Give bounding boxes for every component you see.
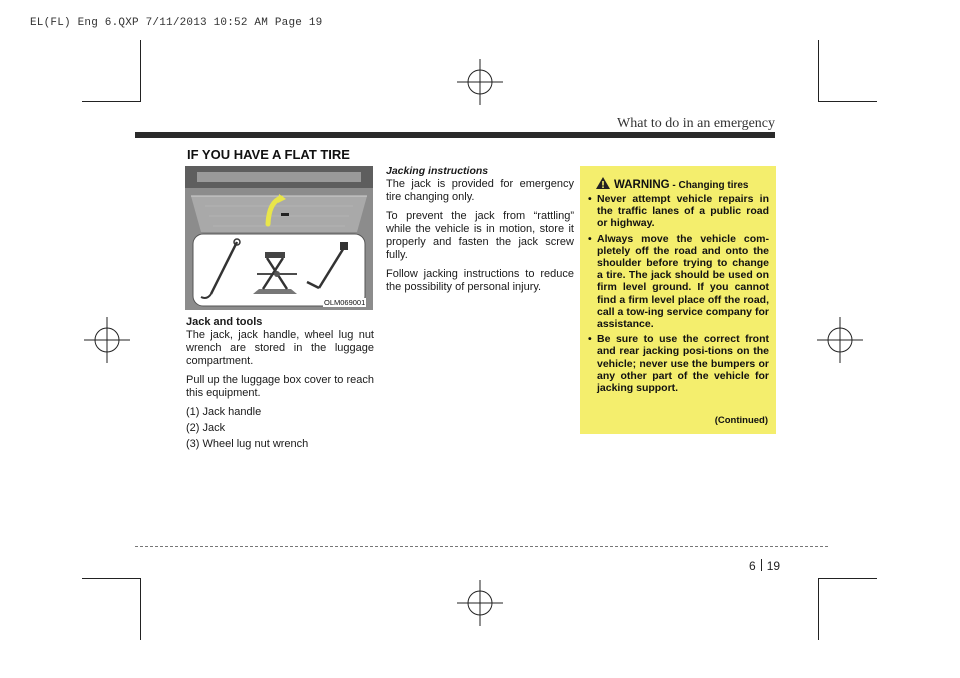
tool-item-lug-wrench: (3) Wheel lug nut wrench xyxy=(186,438,309,450)
file-stamp: EL(FL) Eng 6.QXP 7/11/2013 10:52 AM Page 19 xyxy=(30,17,323,29)
warning-list xyxy=(588,193,769,397)
page-number-value: 19 xyxy=(766,559,781,573)
page-number xyxy=(749,559,780,573)
chapter-number: 6 xyxy=(749,559,756,573)
section-title: IF YOU HAVE A FLAT TIRE xyxy=(187,147,350,162)
jacking-paragraph: Follow jacking instructions to reduce the possibility of personal injury. xyxy=(386,268,574,293)
warning-item: • Always move the vehicle com-pletely off the road and onto the shoulder before trying to change a tire. The jack should be used on firm level ground. If you cannot find a firm level place off the road, call a tow-ing service company for assistance. xyxy=(588,233,769,331)
illustration-code: OLM069001 xyxy=(324,298,366,307)
registration-mark-left-icon xyxy=(82,315,132,365)
jacking-paragraph: To prevent the jack from “rattling” while the vehicle is in motion, store it properly and fasten the jack screw fully. xyxy=(386,210,574,261)
registration-mark-bottom-icon xyxy=(455,578,505,628)
jack-tools-illustration xyxy=(185,166,373,310)
warning-triangle-icon xyxy=(596,177,610,192)
jack-tools-paragraph: Pull up the luggage box cover to reach this equipment. xyxy=(186,374,374,399)
warning-subtitle: - Changing tires xyxy=(669,180,749,191)
jacking-instructions-subheading: Jacking instructions xyxy=(386,165,489,177)
warning-title: WARNING xyxy=(614,179,670,191)
jack-and-tools-column xyxy=(186,316,374,454)
registration-mark-top-icon xyxy=(455,57,505,107)
continued-label: (Continued) xyxy=(714,415,768,426)
footer-rule xyxy=(135,546,828,547)
jacking-instructions-column xyxy=(386,165,574,300)
warning-item: • Be sure to use the correct front and rear jacking posi-tions on the vehicle; never use the bumpers or any other part of the vehicle for jacking support. xyxy=(588,333,769,394)
jack-tools-subheading: Jack and tools xyxy=(186,316,263,328)
chapter-rule xyxy=(135,132,775,138)
warning-header xyxy=(596,177,749,192)
luggage-compartment-image xyxy=(185,166,373,310)
page-separator xyxy=(761,559,762,571)
tool-item-jack: (2) Jack xyxy=(186,422,226,434)
warning-item: • Never attempt vehicle repairs in the traffic lanes of a public road or highway. xyxy=(588,193,769,230)
tool-item-jack-handle: (1) Jack handle xyxy=(186,406,262,418)
jack-tools-paragraph: The jack, jack handle, wheel lug nut wrench are stored in the luggage compartment. xyxy=(186,329,374,367)
registration-mark-right-icon xyxy=(815,315,865,365)
warning-box xyxy=(580,166,776,434)
jacking-paragraph: The jack is provided for emergency tire changing only. xyxy=(386,178,574,203)
chapter-title: What to do in an emergency xyxy=(617,116,775,131)
